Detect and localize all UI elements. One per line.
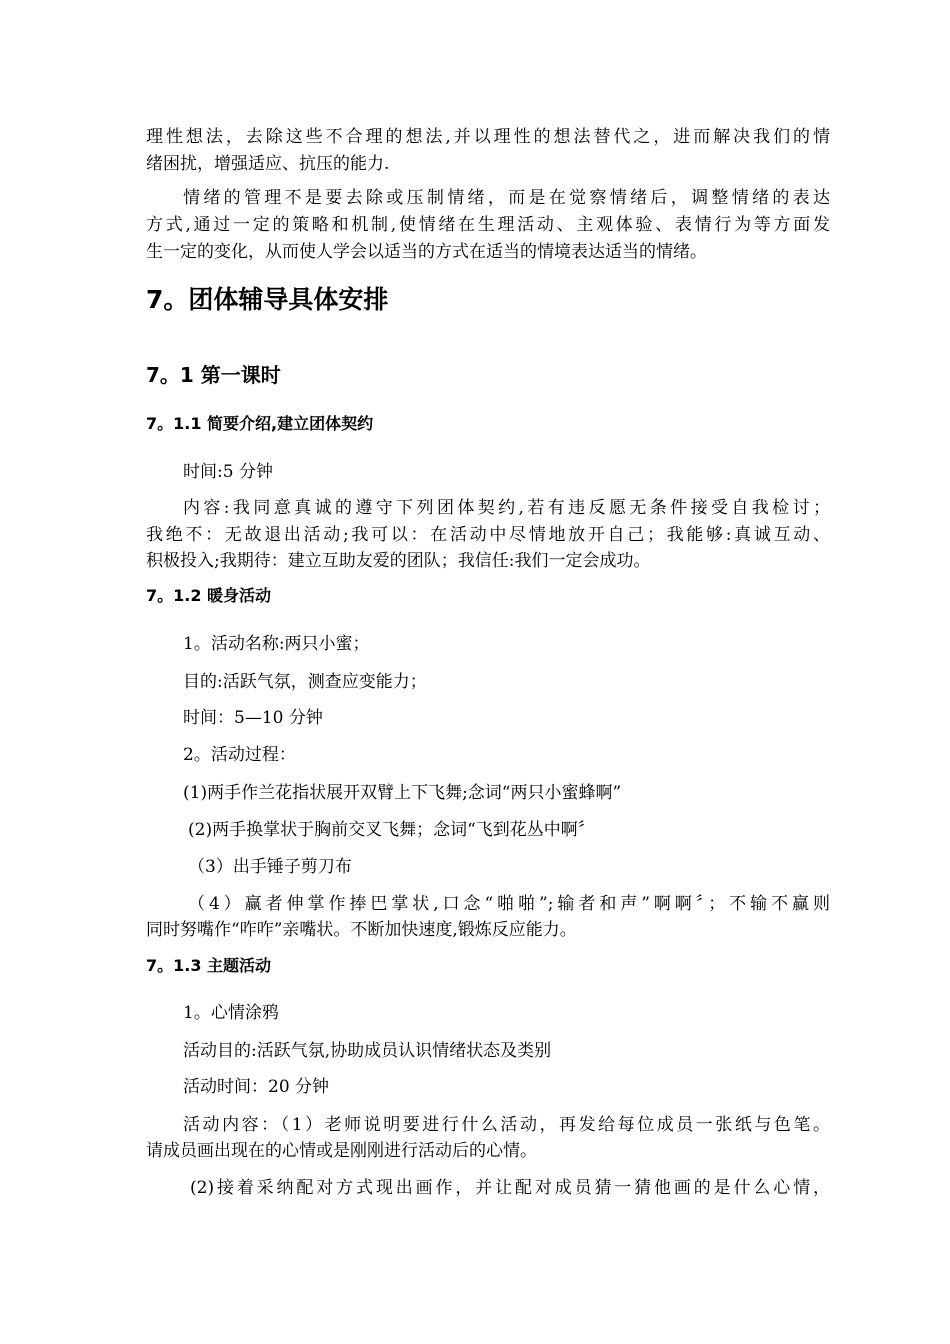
warmup-item: 时间：5—10 分钟 — [183, 708, 323, 728]
intro-paragraph-2-line-2: 方式,通过一定的策略和机制,使情绪在生理活动、主观体验、表情行为等方面发 — [146, 215, 830, 235]
contract-line-3: 积极投入;我期待：建立互助友爱的团队；我信任:我们一定会成功。 — [146, 551, 651, 571]
warmup-step-4-line-1: （4）赢者伸掌作捧巴掌状,口念“啪啪”;输者和声”啊啊〞；不输不赢则 — [188, 894, 830, 914]
section-7-1-1-heading: 7。1.1 简要介绍,建立团体契约 — [146, 414, 374, 433]
warmup-item: 2。活动过程： — [183, 745, 296, 765]
warmup-item: （3）出手锤子剪刀布 — [188, 857, 352, 877]
theme-item: 1。心情涂鸦 — [183, 1003, 279, 1023]
theme-content-line-2: 请成员画出现在的心情或是刚刚进行活动后的心情。 — [146, 1141, 537, 1161]
section-7-1-2-heading: 7。1.2 暖身活动 — [146, 586, 272, 605]
theme-step-2-line: (2)接着采纳配对方式现出画作，并让配对成员猜一猜他画的是什么心情， — [190, 1178, 830, 1198]
intro-paragraph-1-line-2: 绪困扰，增强适应、抗压的能力. — [146, 154, 390, 174]
theme-item: 活动目的:活跃气氛,协助成员认识情绪状态及类别 — [183, 1041, 552, 1061]
intro-paragraph-1-line-1: 理性想法，去除这些不合理的想法,并以理性的想法替代之，进而解决我们的情 — [146, 127, 830, 147]
section-7-heading: 7。团体辅导具体安排 — [146, 285, 389, 314]
warmup-item: 1。活动名称:两只小蜜； — [183, 634, 370, 654]
warmup-item: (2)两手换掌状于胸前交叉飞舞；念词“飞到花丛中啊〞 — [188, 820, 595, 840]
time-line: 时间:5 分钟 — [183, 462, 273, 482]
contract-line-1: 内容:我同意真诚的遵守下列团体契约,若有违反愿无条件接受自我检讨； — [183, 498, 830, 518]
theme-item: 活动时间：20 分钟 — [183, 1077, 330, 1097]
warmup-step-4-line-2: 同时努嘴作“咋咋”亲嘴状。不断加快速度,锻炼反应能力。 — [146, 920, 577, 940]
theme-content-line-1: 活动内容：（1）老师说明要进行什么活动，再发给每位成员一张纸与色笔。 — [183, 1115, 830, 1135]
intro-paragraph-2-line-3: 生一定的变化，从而使人学会以适当的方式在适当的情境表达适当的情绪。 — [146, 242, 707, 262]
contract-line-2: 我绝不：无故退出活动;我可以：在活动中尽情地放开自己；我能够:真诚互动、 — [146, 525, 830, 545]
warmup-item: 目的:活跃气氛，测查应变能力； — [183, 672, 427, 692]
section-7-1-heading: 7。1 第一课时 — [146, 363, 281, 387]
intro-paragraph-2-line-1: 情绪的管理不是要去除或压制情绪，而是在觉察情绪后，调整情绪的表达 — [183, 188, 830, 208]
warmup-item: (1)两手作兰花指状展开双臂上下飞舞;念词“两只小蜜蜂啊” — [183, 783, 622, 803]
section-7-1-3-heading: 7。1.3 主题活动 — [146, 956, 272, 975]
